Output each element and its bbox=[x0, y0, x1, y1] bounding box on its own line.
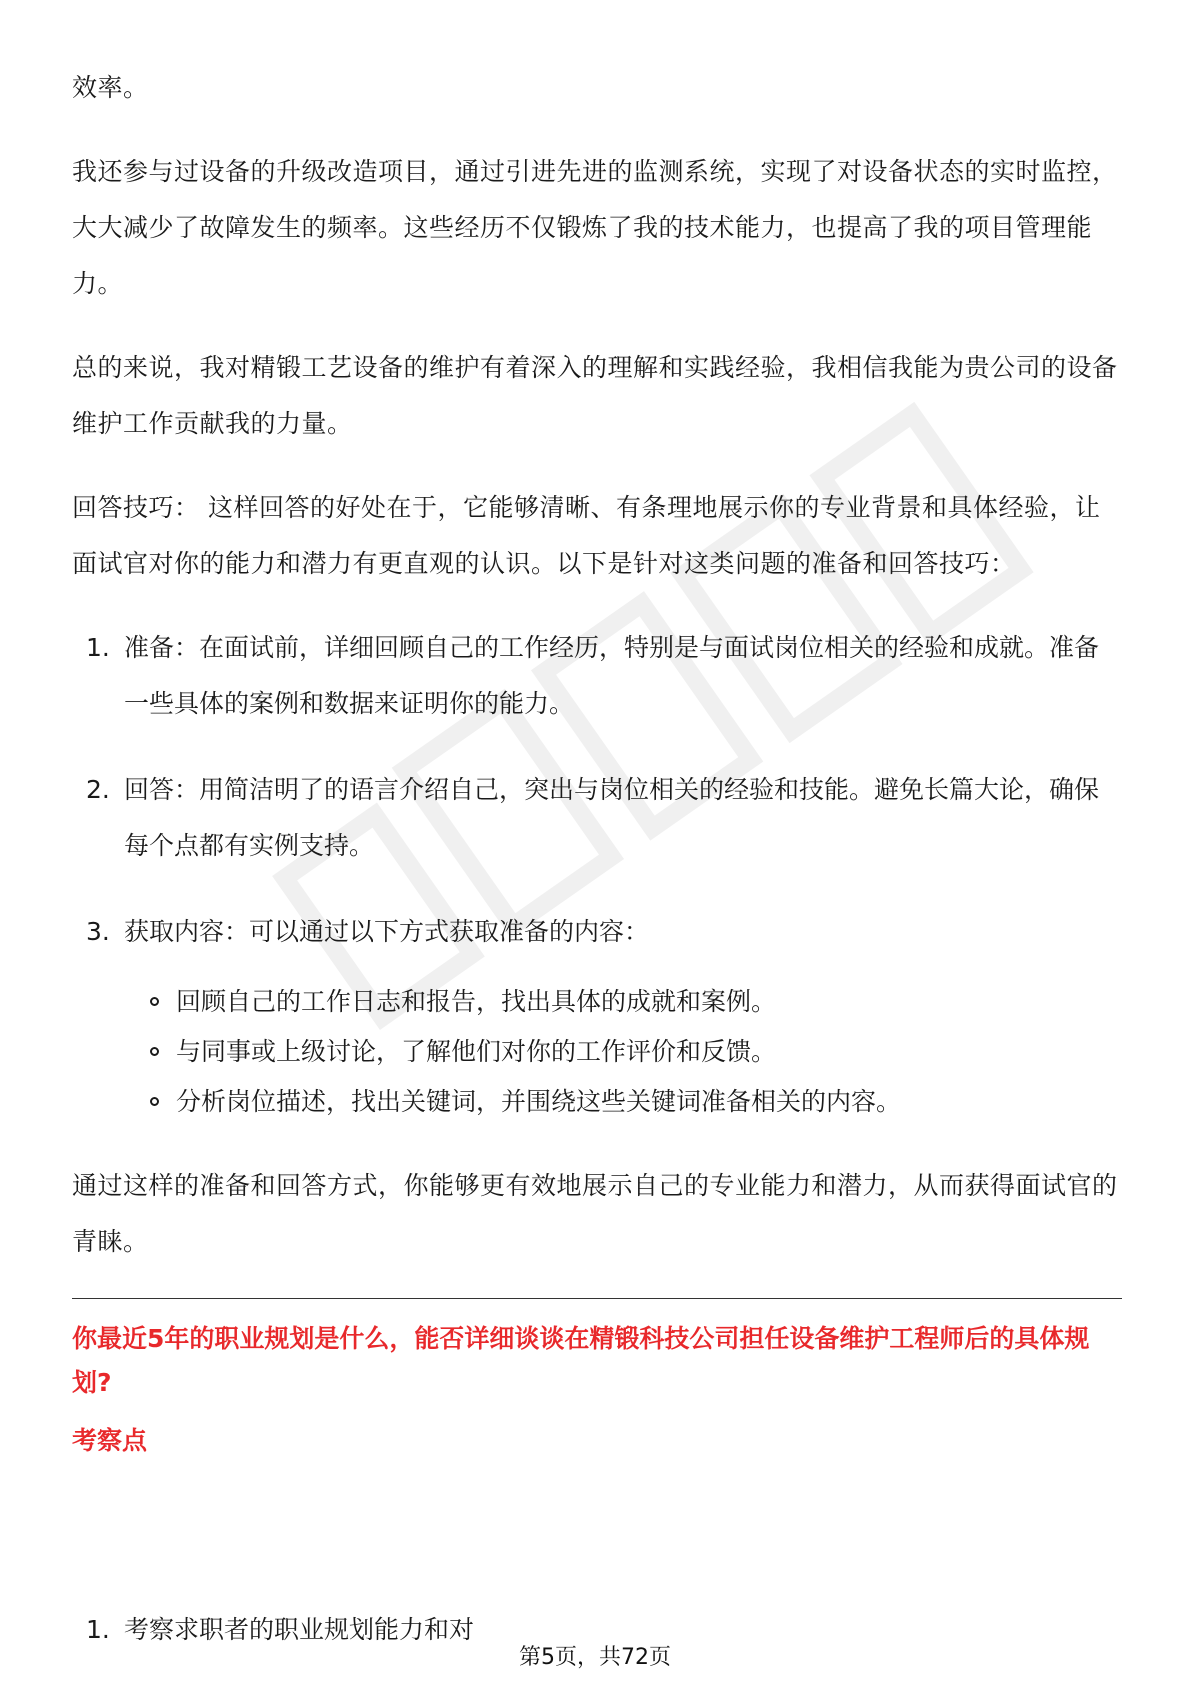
section-heading-assessment: 考察点 bbox=[72, 1426, 148, 1455]
list-item-text: 获取内容：可以通过以下方式获取准备的内容： bbox=[124, 917, 650, 946]
paragraph-summary: 总的来说，我对精锻工艺设备的维护有着深入的理解和实践经验，我相信我能为贵公司的设备维护工作贡献我的力量。 bbox=[72, 353, 1118, 438]
bullet-circle-icon bbox=[150, 1097, 159, 1106]
bullet-item bbox=[72, 978, 1122, 1026]
paragraph-answer-tips: 回答技巧： 这样回答的好处在于，它能够清晰、有条理地展示你的专业背景和具体经验，让面试官对你的能力和潜力有更直观的认识。以下是针对这类问题的准备和回答技巧： bbox=[72, 493, 1101, 578]
bullet-text: 分析岗位描述，找出关键词，并围绕这些关键词准备相关的内容。 bbox=[176, 1087, 902, 1116]
bullet-item bbox=[72, 1028, 1122, 1076]
list-item-text: 回答：用简洁明了的语言介绍自己，突出与岗位相关的经验和技能。避免长篇大论，确保每个点都有实例支持。 bbox=[124, 775, 1100, 860]
document-body bbox=[72, 60, 1122, 1463]
paragraph-efficiency: 效率。 bbox=[72, 73, 149, 102]
list-item bbox=[72, 762, 1122, 874]
ordered-list bbox=[72, 620, 1122, 960]
paragraph-upgrade-project: 我还参与过设备的升级改造项目，通过引进先进的监测系统，实现了对设备状态的实时监控，大大减少了故障发生的频率。这些经历不仅锻炼了我的技术能力，也提高了我的项目管理能力。 bbox=[72, 157, 1118, 298]
bullet-circle-icon bbox=[150, 1047, 159, 1056]
bullet-text: 与同事或上级讨论，了解他们对你的工作评价和反馈。 bbox=[176, 1037, 777, 1066]
list-item bbox=[72, 620, 1122, 732]
list-number: 2. bbox=[86, 775, 110, 804]
list-item-text: 准备：在面试前，详细回顾自己的工作经历，特别是与面试岗位相关的经验和成就。准备一些具体的案例和数据来证明你的能力。 bbox=[124, 633, 1100, 718]
page-footer bbox=[0, 1640, 1190, 1671]
list-number: 1. bbox=[86, 1615, 110, 1644]
list-number: 1. bbox=[86, 633, 110, 662]
list-item bbox=[72, 904, 1122, 960]
paragraph-closing: 通过这样的准备和回答方式，你能够更有效地展示自己的专业能力和潜力，从而获得面试官的青睐。 bbox=[72, 1171, 1118, 1256]
list-number: 3. bbox=[86, 917, 110, 946]
question-heading: 你最近5年的职业规划是什么，能否详细谈谈在精锻科技公司担任设备维护工程师后的具体规划? bbox=[72, 1324, 1090, 1397]
bullet-item bbox=[72, 1078, 1122, 1126]
list-item-text: 考察求职者的职业规划能力和对 bbox=[124, 1615, 475, 1644]
bullet-text: 回顾自己的工作日志和报告，找出具体的成就和案例。 bbox=[176, 987, 777, 1016]
bullet-list bbox=[72, 978, 1122, 1126]
bullet-circle-icon bbox=[150, 997, 159, 1006]
page-number: 第5页，共72页 bbox=[513, 1645, 677, 1670]
section-divider bbox=[72, 1298, 1122, 1299]
